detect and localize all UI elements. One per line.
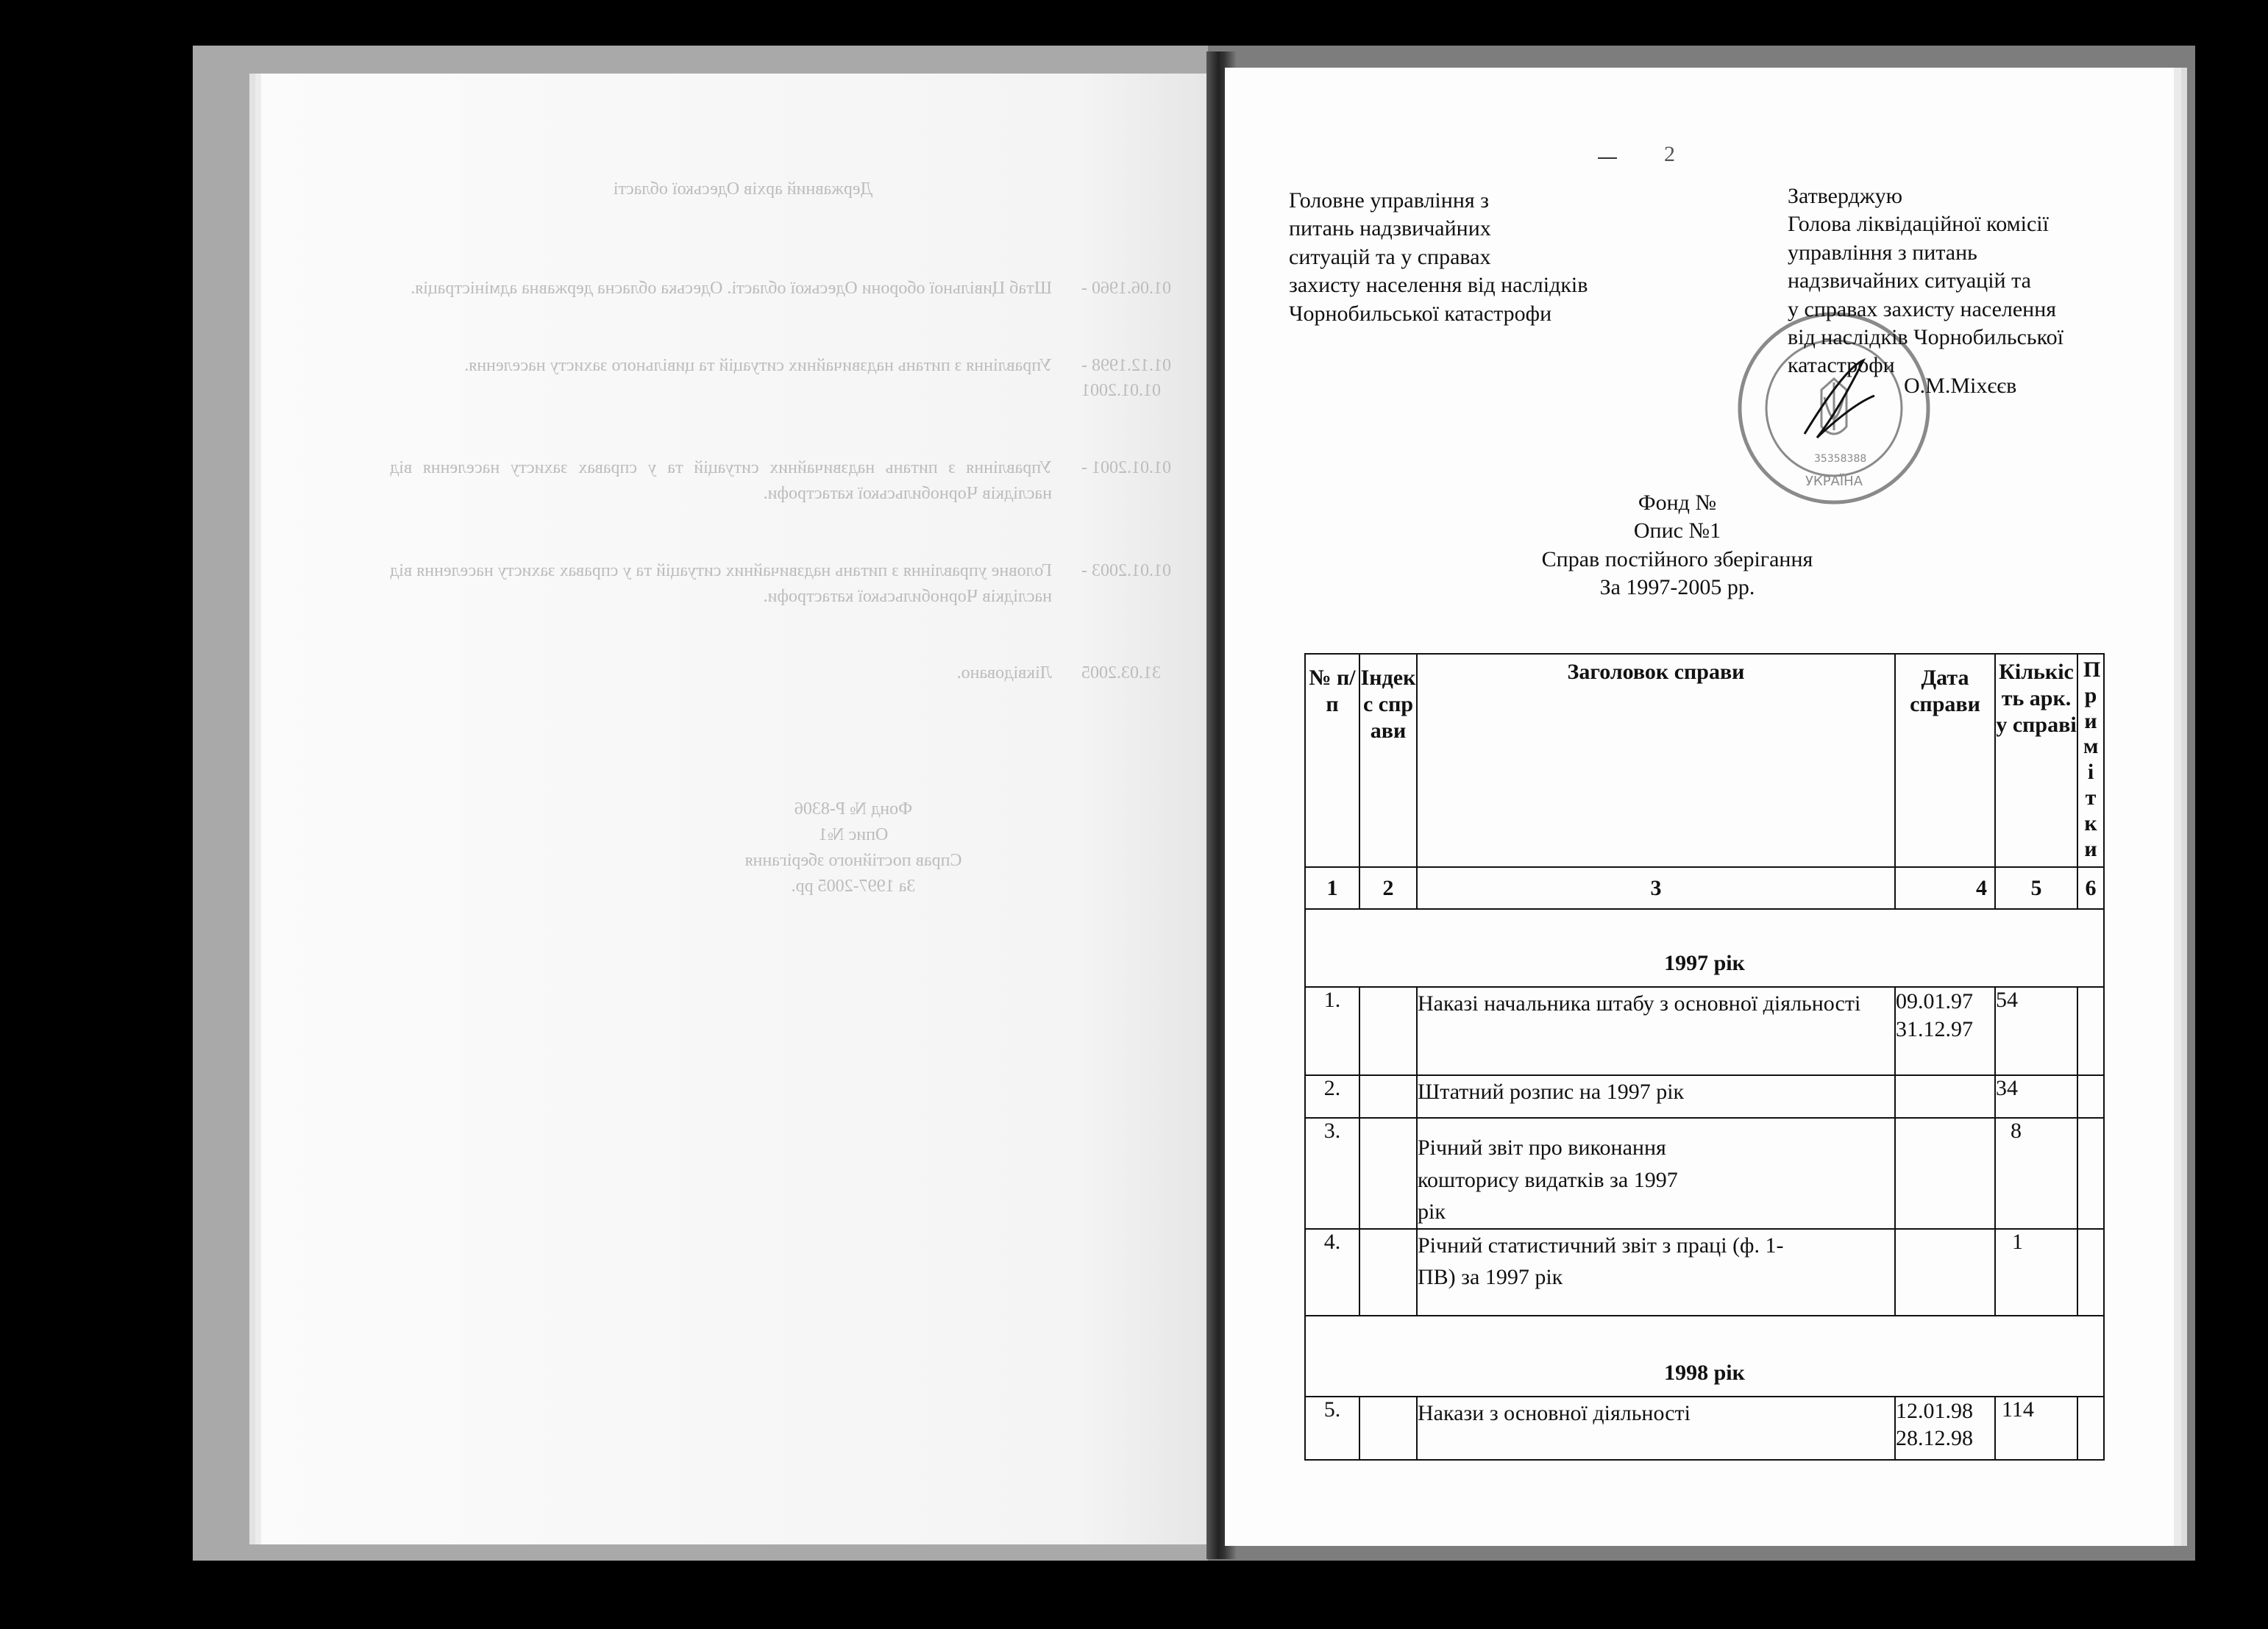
row-sheets: 54 [1995,987,2077,1075]
header-date: Дата справи [1895,654,1995,867]
year-row-1997 [1305,909,2104,987]
row-no: 2. [1305,1075,1359,1118]
organization-line: питань надзвичайних [1289,216,1491,241]
row-no: 5. [1305,1397,1359,1460]
row-date [1895,1075,1995,1118]
column-number: 1 [1305,867,1359,909]
row-date [1895,987,1995,1075]
inventory-title [1493,489,1861,602]
left-title-line: Фонд № Р-8306 [794,799,913,819]
table-row [1305,1118,2104,1229]
column-number: 2 [1359,867,1417,909]
seal-country-text: УКРАЇНА [1805,474,1863,489]
history-row [309,455,1177,507]
row-title: Наказі начальника штабу з основної діяльності [1417,987,1895,1075]
row-date-from: 12.01.98 [1896,1398,1973,1423]
history-dates: 31.03.2005 [1081,663,1161,683]
approval-block [1788,182,2141,380]
row-index [1359,1397,1417,1460]
year-label: 1997 рік [1305,909,2104,987]
table-header-row [1305,654,2104,867]
row-notes [2077,1397,2104,1460]
header-sheets: Кількість арк. у справі [1995,654,2077,867]
storage-label: Справ постійного зберігання [1541,546,1813,571]
inventory-table [1304,653,2105,1461]
year-row-1998 [1305,1316,2104,1397]
header-dash [1598,157,1617,159]
organization-line: Чорнобильської катастрофи [1289,301,1552,326]
row-title: Річний звіт про виконання кошторису видатків за 1997 рік [1417,1118,1895,1229]
organization-line: захисту населення від наслідків [1289,273,1588,298]
history-text: Штаб Цивільної оборони Одеської області. Одеська обласна державна адміністрація. [410,278,1052,298]
header-title: Заголовок справи [1417,654,1895,867]
approval-line: Голова ліквідаційної комісії [1788,212,2049,237]
header-notes-label: Примітки [2083,657,2101,861]
history-row [309,353,1177,404]
history-text: Головне управління з питань надзвичайних ситуацій та у справах захисту населення від наслідків Чорнобильської катастрофи. [390,560,1052,606]
header-notes [2077,654,2104,867]
row-index [1359,1075,1417,1118]
column-number: 6 [2077,867,2104,909]
approval-line: Затверджую [1788,184,1902,208]
history-dates: 01.12.1998 - 01.01.2001 [1081,355,1171,401]
history-text: Управління з питань надзвичайних ситуацій та у справах захисту населення від наслідків Чорнобильської катастрофи. [390,458,1052,503]
row-title: Накази з основної діяльності [1417,1397,1895,1460]
row-index [1359,1118,1417,1229]
table-row [1305,1075,2104,1118]
left-title-line: Опис №1 [818,824,889,844]
fond-label: Фонд № [1638,491,1717,515]
row-no: 4. [1305,1229,1359,1316]
row-sheets: 114 [1995,1397,2077,1460]
signer-name: О.М.Міхєєв [1904,374,2017,398]
history-dates: 01.01.2001 - [1081,458,1171,478]
column-number: 5 [1995,867,2077,909]
column-number: 3 [1417,867,1895,909]
row-date [1895,1118,1995,1229]
header-no: № п/п [1305,654,1359,867]
history-dates: 01.06.1960 - [1081,278,1171,298]
approval-line: управління з питань [1788,240,1977,265]
row-date-from: 09.01.97 [1896,989,1973,1013]
history-text: Ліквідовано. [956,663,1052,683]
row-index [1359,987,1417,1075]
organization-line: Головне управління з [1289,188,1490,213]
table-row [1305,1229,2104,1316]
history-row [309,558,1177,610]
left-page-ghost [309,177,1177,899]
row-date-to: 31.12.97 [1896,1016,1973,1041]
row-sheets: 1 [1995,1229,2077,1316]
row-notes [2077,1075,2104,1118]
row-sheets: 34 [1995,1075,2077,1118]
column-number-row [1305,867,2104,909]
approval-line: від наслідків Чорнобильської [1788,324,2063,349]
row-date [1895,1229,1995,1316]
history-row [309,276,1177,302]
row-no: 3. [1305,1118,1359,1229]
row-no: 1. [1305,987,1359,1075]
approval-line: катастрофи [1788,353,1895,378]
seal-code-text: 35358388 [1814,453,1867,465]
column-number: 4 [1895,867,1995,909]
period-label: За 1997-2005 рр. [1599,575,1755,600]
row-date [1895,1397,1995,1460]
history-row [309,660,1177,686]
row-notes [2077,1118,2104,1229]
approval-line: надзвичайних ситуацій та [1788,268,2031,293]
row-title: Штатний розпис на 1997 рік [1417,1075,1895,1118]
year-label: 1998 рік [1305,1316,2104,1397]
header-index: Індекс справи [1359,654,1417,867]
table-row [1305,1397,2104,1460]
row-sheets: 8 [1995,1118,2077,1229]
row-date-to: 28.12.98 [1896,1426,1973,1450]
history-text: Управління з питань надзвичайних ситуацій та цивільного захисту населення. [464,355,1052,375]
row-notes [2077,987,2104,1075]
left-title-line: За 1997-2005 рр. [791,876,916,896]
row-index [1359,1229,1417,1316]
history-dates: 01.01.2003 - [1081,560,1171,580]
row-notes [2077,1229,2104,1316]
organization-line: ситуацій та у справах [1289,244,1491,269]
table-row [1305,987,2104,1075]
approval-line: у справах захисту населення [1788,296,2057,321]
archive-name: Державний архів Одеської області [613,179,873,199]
row-title: Річний статистичний звіт з праці (ф. 1-ПВ) за 1997 рік [1417,1229,1895,1316]
left-title-line: Справ постійного зберігання [744,850,962,870]
page-number: 2 [1664,142,1675,166]
opis-label: Опис №1 [1633,518,1721,543]
organization-block [1289,187,1701,328]
